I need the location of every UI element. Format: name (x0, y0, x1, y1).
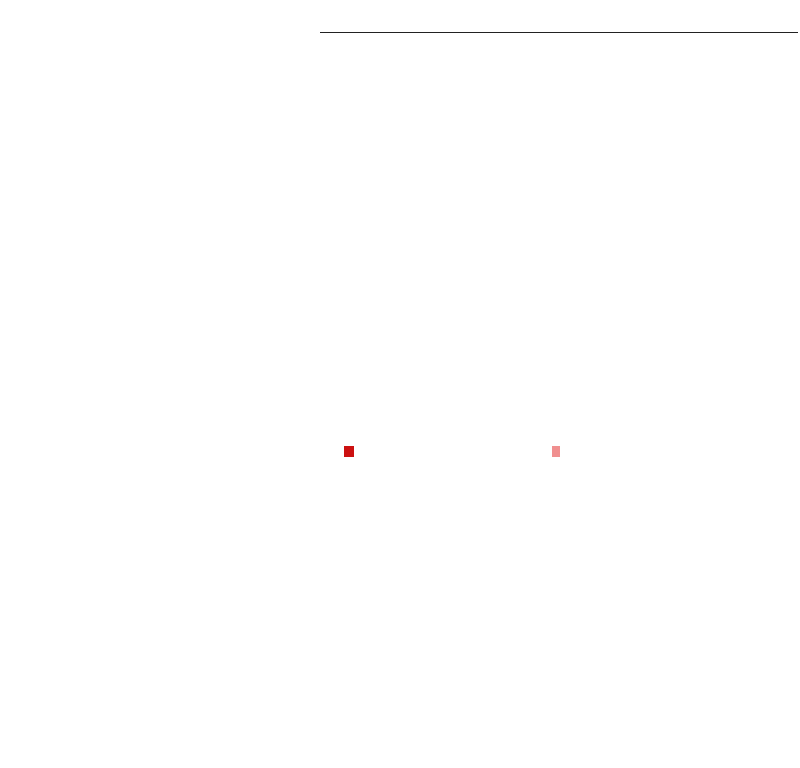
signal-group-header (504, 9, 664, 20)
col-pwr (556, 20, 618, 31)
col-callsign (320, 20, 392, 31)
col-path (618, 20, 664, 31)
adjacent-legend (552, 446, 565, 457)
col-true (710, 20, 748, 31)
table-column-headers (320, 20, 798, 31)
signal-strength-chart (0, 616, 800, 768)
col-magn (748, 20, 798, 31)
col-miles (664, 20, 710, 31)
table-header (320, 9, 798, 33)
dist-group-header (664, 9, 710, 20)
adjacent-badge (552, 446, 560, 457)
channel-group-header (392, 9, 464, 20)
col-nm (504, 20, 556, 31)
col-netwk (464, 20, 504, 31)
polar-azimuth-chart (0, 70, 320, 374)
warning-legend (320, 446, 798, 460)
col-virt (416, 20, 464, 31)
table-group-header (320, 9, 798, 20)
co-channel-badge (344, 446, 354, 457)
col-real (392, 20, 416, 31)
azimuth-group-header (710, 9, 798, 20)
co-channel-legend (344, 446, 359, 457)
